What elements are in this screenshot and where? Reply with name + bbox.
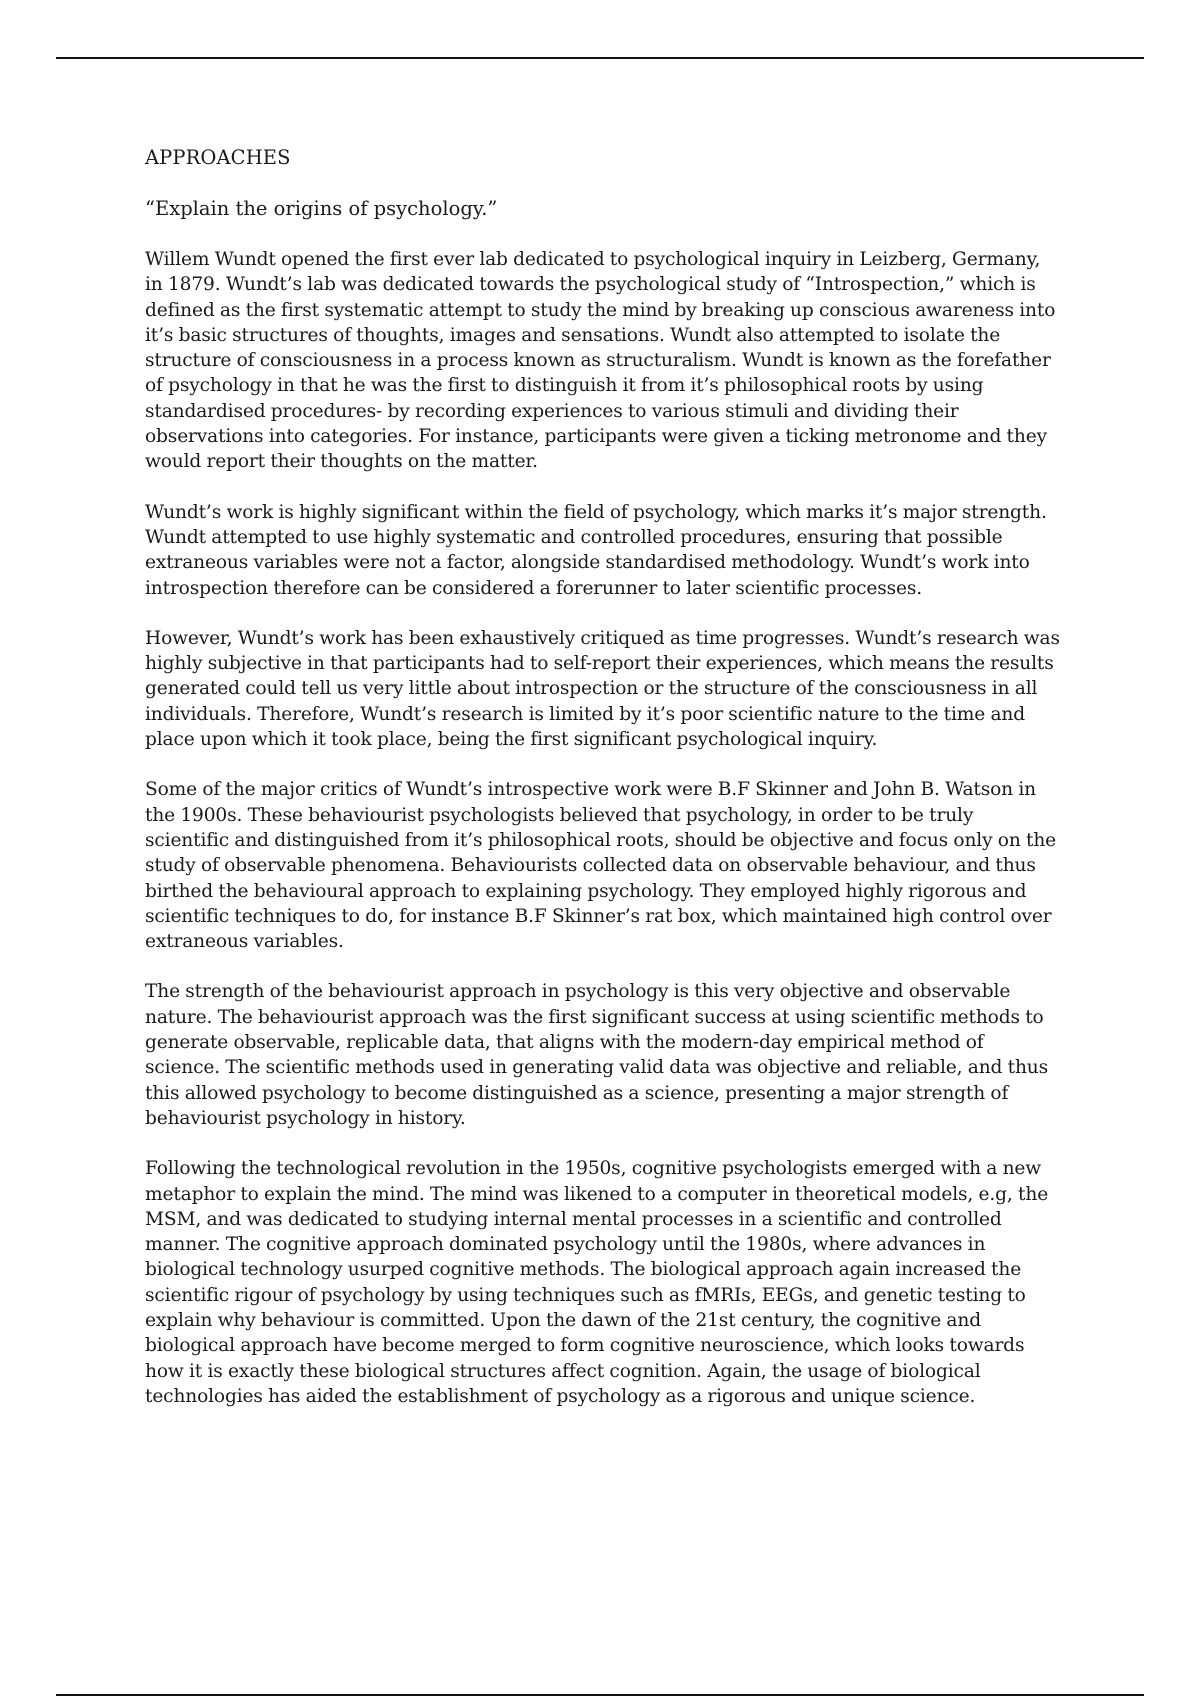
bottom-rule (56, 1694, 1144, 1696)
essay-question: “Explain the origins of psychology.” (145, 197, 498, 220)
paragraph-wundt-lab: Willem Wundt opened the first ever lab dedicated to psychological inquiry in Leizberg, Germany, in 1879. Wundt’s lab was dedicated towards the psychological study of “Introspection,” which is defined as the first systematic attempt to study the mind by breaking up conscious awareness into it’s basic structures of thoughts, images and sensations. Wundt also attempted to isolate the structure of consciousness in a process known as structuralism. Wundt is known as the forefather of psychology in that he was the first to distinguish it from it’s philosophical roots by using standardised procedures- by recording experiences to various stimuli and dividing their observations into categories. For instance, participants were given a ticking metronome and they would report their thoughts on the matter. (145, 249, 1056, 473)
document-heading: APPROACHES (145, 146, 291, 169)
paragraph-behaviourist-strength: The strength of the behaviourist approach in psychology is this very objective and observable nature. The behaviourist approach was the first significant success at using scientific methods to generate observable, replicable data, that aligns with the modern-day empirical method of science. The scientific methods used in generating valid data was objective and reliable, and thus this allowed psychology to become distinguished as a science, presenting a major strength of behaviourist psychology in history. (145, 981, 1049, 1129)
top-rule (56, 57, 1144, 59)
paragraph-wundt-critique: However, Wundt’s work has been exhaustively critiqued as time progresses. Wundt’s research was highly subjective in that participants had to self-report their experiences, which means the results generated could tell us very little about introspection or the structure of the consciousness in all individuals. Therefore, Wundt’s research is limited by it’s poor scientific nature to the time and place upon which it took place, being the first significant psychological inquiry. (145, 627, 1060, 751)
paragraph-cognitive-biological: Following the technological revolution in the 1950s, cognitive psychologists emerged with a new metaphor to explain the mind. The mind was likened to a computer in theoretical models, e.g, the MSM, and was dedicated to studying internal mental processes in a scientific and controlled manner. The cognitive approach dominated psychology until the 1980s, where advances in biological technology usurped cognitive methods. The biological approach again increased the scientific rigour of psychology by using techniques such as fMRIs, EEGs, and genetic testing to explain why behaviour is committed. Upon the dawn of the 21st century, the cognitive and biological approach have become merged to form cognitive neuroscience, which looks towards how it is exactly these biological structures affect cognition. Again, the usage of biological technologies has aided the establishment of psychology as a rigorous and unique science. (145, 1158, 1049, 1407)
paragraph-wundt-strength: Wundt’s work is highly significant within the field of psychology, which marks it’s major strength. Wundt attempted to use highly systematic and controlled procedures, ensuring that possible extraneous variables were not a factor, alongside standardised methodology. Wundt’s work into introspection therefore can be considered a forerunner to later scientific processes. (145, 501, 1047, 599)
paragraph-behaviourist-critics: Some of the major critics of Wundt’s introspective work were B.F Skinner and John B. Watson in the 1900s. These behaviourist psychologists believed that psychology, in order to be truly scientific and distinguished from it’s philosophical roots, should be objective and focus only on the study of observable phenomena. Behaviourists collected data on observable behaviour, and thus birthed the behavioural approach to explaining psychology. They employed highly rigorous and scientific techniques to do, for instance B.F Skinner’s rat box, which maintained high control over extraneous variables. (145, 779, 1057, 953)
document-body (145, 145, 1060, 1434)
